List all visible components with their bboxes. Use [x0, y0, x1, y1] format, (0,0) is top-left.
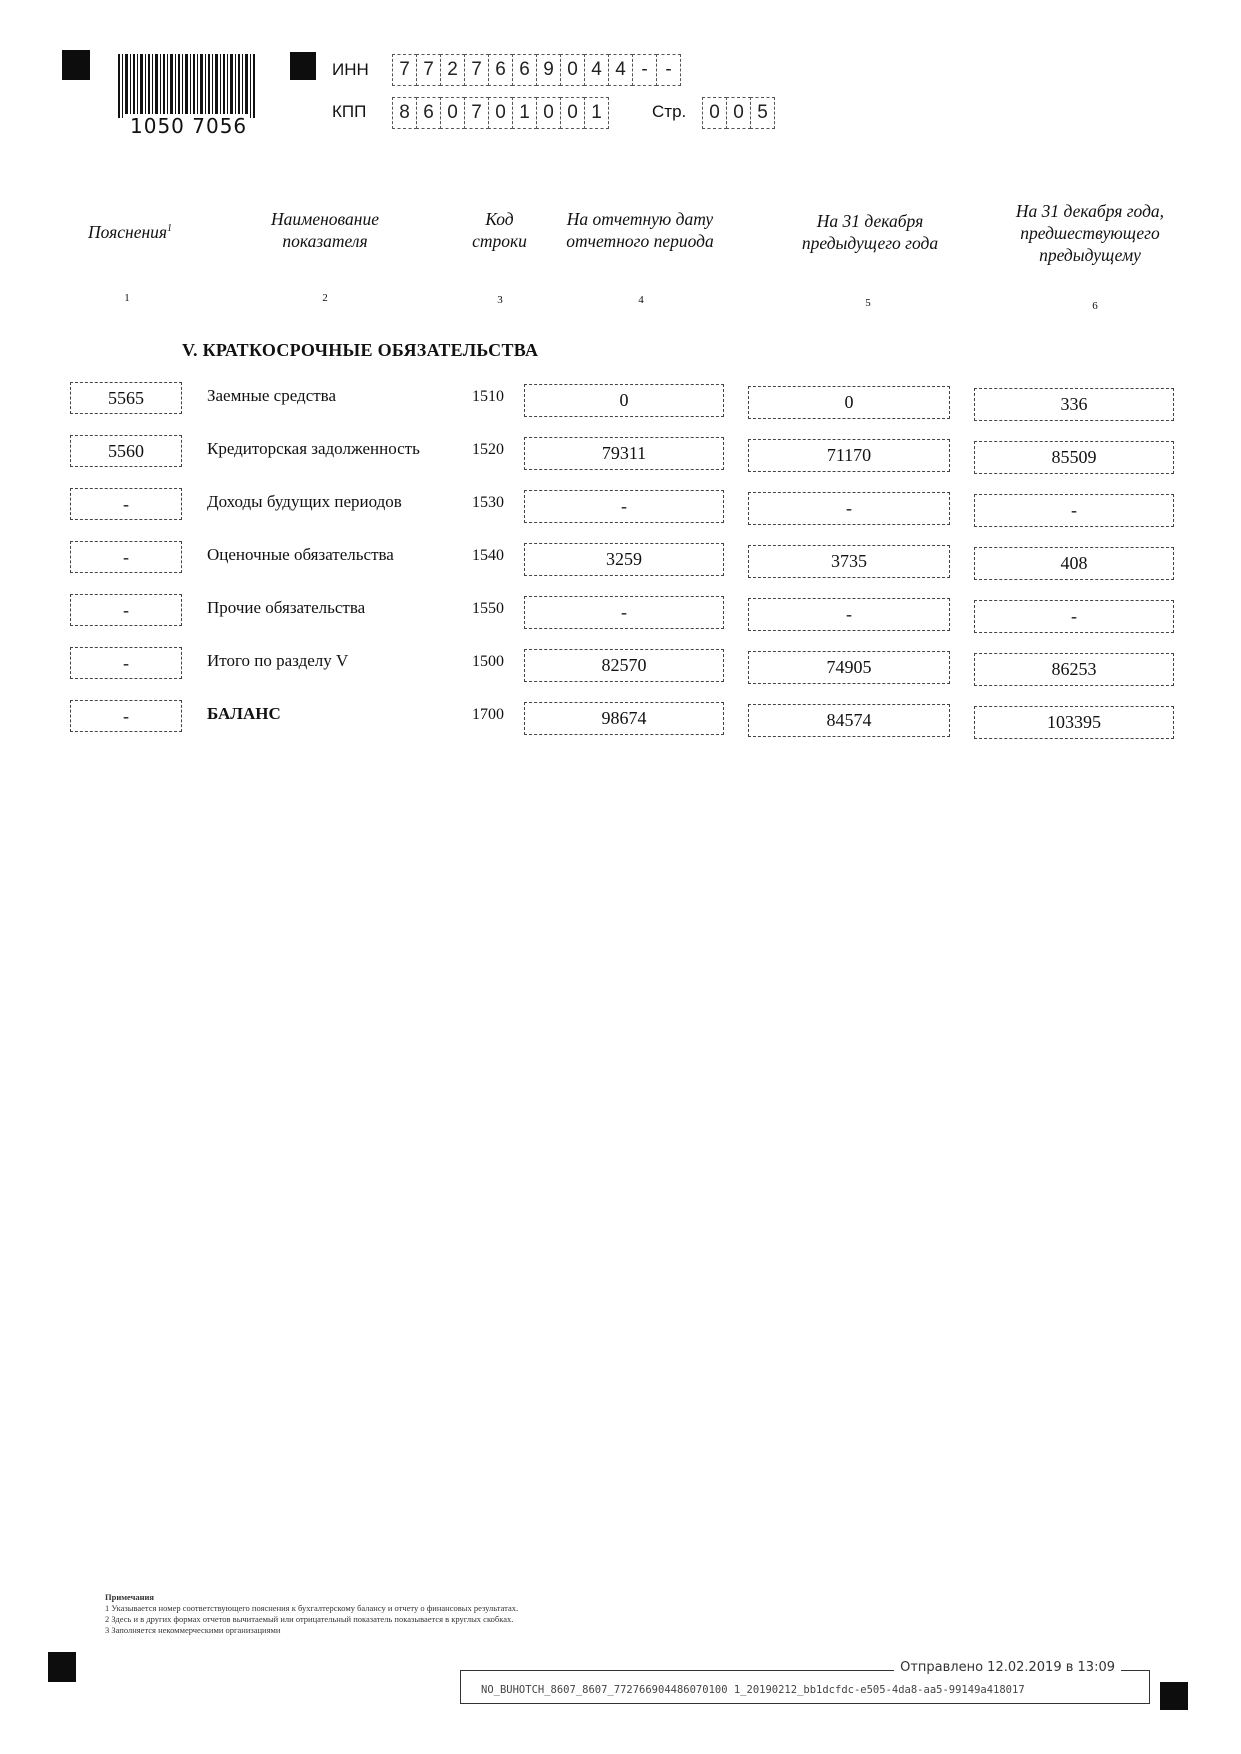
kpp-digit: 0 [536, 97, 561, 129]
column-header-code: Код строки [472, 209, 527, 251]
value-prev-year: 3735 [748, 545, 950, 578]
column-header-prev-year: На 31 декабря предыдущего года [801, 211, 939, 253]
footnote-marker: 1 [167, 223, 173, 234]
inn-digit: 7 [416, 54, 441, 86]
value-current: - [524, 490, 724, 523]
kpp-digit: 6 [416, 97, 441, 129]
value-prev-year: 74905 [748, 651, 950, 684]
page-digit: 0 [726, 97, 751, 129]
inn-digit: 6 [512, 54, 537, 86]
column-header-label: Пояснения [87, 221, 168, 242]
row-name: Доходы будущих периодов [207, 492, 402, 511]
kpp-digit: 0 [488, 97, 513, 129]
value-current: 82570 [524, 649, 724, 682]
table-row [0, 433, 1241, 473]
value-prev-prev-year: 103395 [974, 706, 1174, 739]
column-header-indicator: Наименование показателя [271, 209, 379, 251]
file-name: NO_BUHOTCH_8607_8607_772766904486070100 1_20190212_bb1dcfdc-e505-4da8-aa5-99149a418017 [481, 1684, 1025, 1696]
row-code: 1500 [472, 653, 504, 670]
kpp-digit: 1 [512, 97, 537, 129]
note-field: - [70, 488, 182, 520]
inn-digit: 0 [560, 54, 585, 86]
value-prev-year: - [748, 598, 950, 631]
note-field: - [70, 647, 182, 679]
inn-digit: 6 [488, 54, 513, 86]
column-header-current: На отчетную дату отчетного периода [566, 209, 714, 251]
footnote-line: 2 Здесь и в других формах отчетов вычитаемый или отрицательный показатель показывается в круглых скобках. [105, 1614, 514, 1624]
value-current: 0 [524, 384, 724, 417]
registration-marker [62, 50, 90, 80]
row-code: 1540 [472, 547, 504, 564]
column-number: 1 [124, 292, 130, 304]
inn-digit: 4 [608, 54, 633, 86]
value-prev-prev-year: - [974, 600, 1174, 633]
section-title: V. КРАТКОСРОЧНЫЕ ОБЯЗАТЕЛЬСТВА [182, 340, 539, 360]
row-name: Оценочные обязательства [207, 545, 394, 564]
page-digit: 5 [750, 97, 775, 129]
inn-digit: 2 [440, 54, 465, 86]
row-code: 1520 [472, 441, 504, 458]
inn-digit: 7 [392, 54, 417, 86]
value-prev-year: - [748, 492, 950, 525]
row-code: 1530 [472, 494, 504, 511]
inn-digit: - [632, 54, 657, 86]
sent-timestamp: Отправлено 12.02.2019 в 13:09 [894, 1660, 1121, 1675]
value-current: 3259 [524, 543, 724, 576]
value-prev-year: 71170 [748, 439, 950, 472]
column-number: 2 [322, 292, 328, 304]
value-prev-prev-year: 86253 [974, 653, 1174, 686]
table-row [0, 592, 1241, 632]
table-row-balance [0, 698, 1241, 738]
note-field: 5560 [70, 435, 182, 467]
submission-stamp [460, 1660, 1150, 1704]
column-number: 4 [638, 294, 644, 306]
kpp-digit: 0 [560, 97, 585, 129]
inn-digit: 7 [464, 54, 489, 86]
barcode-number: 1050 7056 [130, 114, 248, 138]
row-name: БАЛАНС [207, 704, 281, 723]
column-number: 5 [865, 297, 871, 309]
inn-digit: 4 [584, 54, 609, 86]
value-current: 98674 [524, 702, 724, 735]
column-header-notes [65, 218, 195, 243]
row-name: Итого по разделу V [207, 651, 349, 670]
footnotes-title: Примечания [105, 1592, 155, 1602]
row-code: 1700 [472, 706, 504, 723]
column-number: 6 [1092, 300, 1098, 312]
kpp-digit: 7 [464, 97, 489, 129]
inn-digit: - [656, 54, 681, 86]
inn-digit: 9 [536, 54, 561, 86]
value-prev-prev-year: 85509 [974, 441, 1174, 474]
column-header-prev-prev-year: На 31 декабря года, предшествующего предыдущему [1015, 201, 1165, 265]
kpp-field [392, 97, 608, 129]
value-prev-prev-year: - [974, 494, 1174, 527]
row-code: 1510 [472, 388, 504, 405]
column-number: 3 [497, 294, 503, 306]
registration-marker [1160, 1682, 1188, 1710]
footnote-line: 1 Указывается номер соответствующего пояснения к бухгалтерскому балансу и отчету о финансовых результатах. [105, 1603, 519, 1613]
barcode [118, 54, 256, 118]
row-name: Прочие обязательства [207, 598, 366, 617]
table-row [0, 539, 1241, 579]
kpp-digit: 0 [440, 97, 465, 129]
footnote-line: 3 Заполняется некоммерческими организациями [105, 1625, 281, 1635]
registration-marker [48, 1652, 76, 1682]
page-label: Стр. [652, 102, 687, 121]
value-prev-prev-year: 408 [974, 547, 1174, 580]
inn-label: ИНН [332, 60, 369, 79]
kpp-digit: 8 [392, 97, 417, 129]
table-row [0, 380, 1241, 420]
value-prev-year: 84574 [748, 704, 950, 737]
value-current: 79311 [524, 437, 724, 470]
row-name: Заемные средства [207, 386, 337, 405]
row-name: Кредиторская задолженность [207, 439, 420, 458]
value-prev-prev-year: 336 [974, 388, 1174, 421]
kpp-digit: 1 [584, 97, 609, 129]
note-field: - [70, 700, 182, 732]
table-row [0, 645, 1241, 685]
value-prev-year: 0 [748, 386, 950, 419]
note-field: 5565 [70, 382, 182, 414]
row-code: 1550 [472, 600, 504, 617]
note-field: - [70, 594, 182, 626]
inn-field [392, 54, 680, 86]
value-current: - [524, 596, 724, 629]
page-number-field [702, 97, 774, 129]
kpp-label: КПП [332, 102, 367, 121]
note-field: - [70, 541, 182, 573]
footnotes [105, 1592, 518, 1636]
table-row [0, 486, 1241, 526]
registration-marker [290, 52, 316, 80]
page-digit: 0 [702, 97, 727, 129]
